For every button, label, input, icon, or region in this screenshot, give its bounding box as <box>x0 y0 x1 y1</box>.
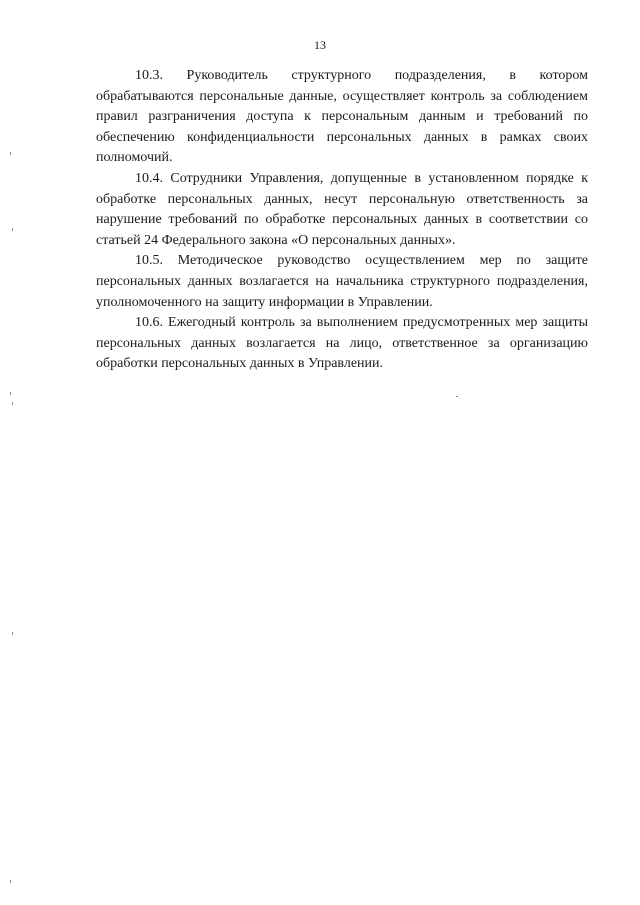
scan-speck <box>10 152 11 155</box>
scan-speck <box>456 396 458 397</box>
paragraph-10-6: 10.6. Ежегодный контроль за выполнением предусмотренных мер защиты персональных данных возлагается на лицо, ответственное за организацию обработки персональных данных в Управлении. <box>96 315 588 372</box>
scan-speck <box>10 392 11 395</box>
scan-speck <box>12 632 13 635</box>
scan-speck <box>10 880 11 883</box>
document-body <box>96 66 588 375</box>
paragraph-10-3: 10.3. Руководитель структурного подразделения, в котором обрабатываются персональные данные, осуществляет контроль за соблюдением правил разграничения доступа к персональным данным и требований по обеспечению конфиденциальности персональных данных в рамках своих полномочий. <box>96 68 588 166</box>
paragraph-10-5: 10.5. Методическое руководство осуществлением мер по защите персональных данных возлагается на начальника структурного подразделения, уполномоченного на защиту информации в Управлении. <box>96 253 588 310</box>
scan-speck <box>12 228 13 231</box>
scan-speck <box>12 402 13 405</box>
page-number: 13 <box>314 38 326 52</box>
paragraph-10-4: 10.4. Сотрудники Управления, допущенные в установленном порядке к обработке персональных данных, несут персональную ответственность за нарушение требований по обработке персональных данных в соответствии со статьей 24 Федерального закона «О персональных данных». <box>96 170 588 248</box>
